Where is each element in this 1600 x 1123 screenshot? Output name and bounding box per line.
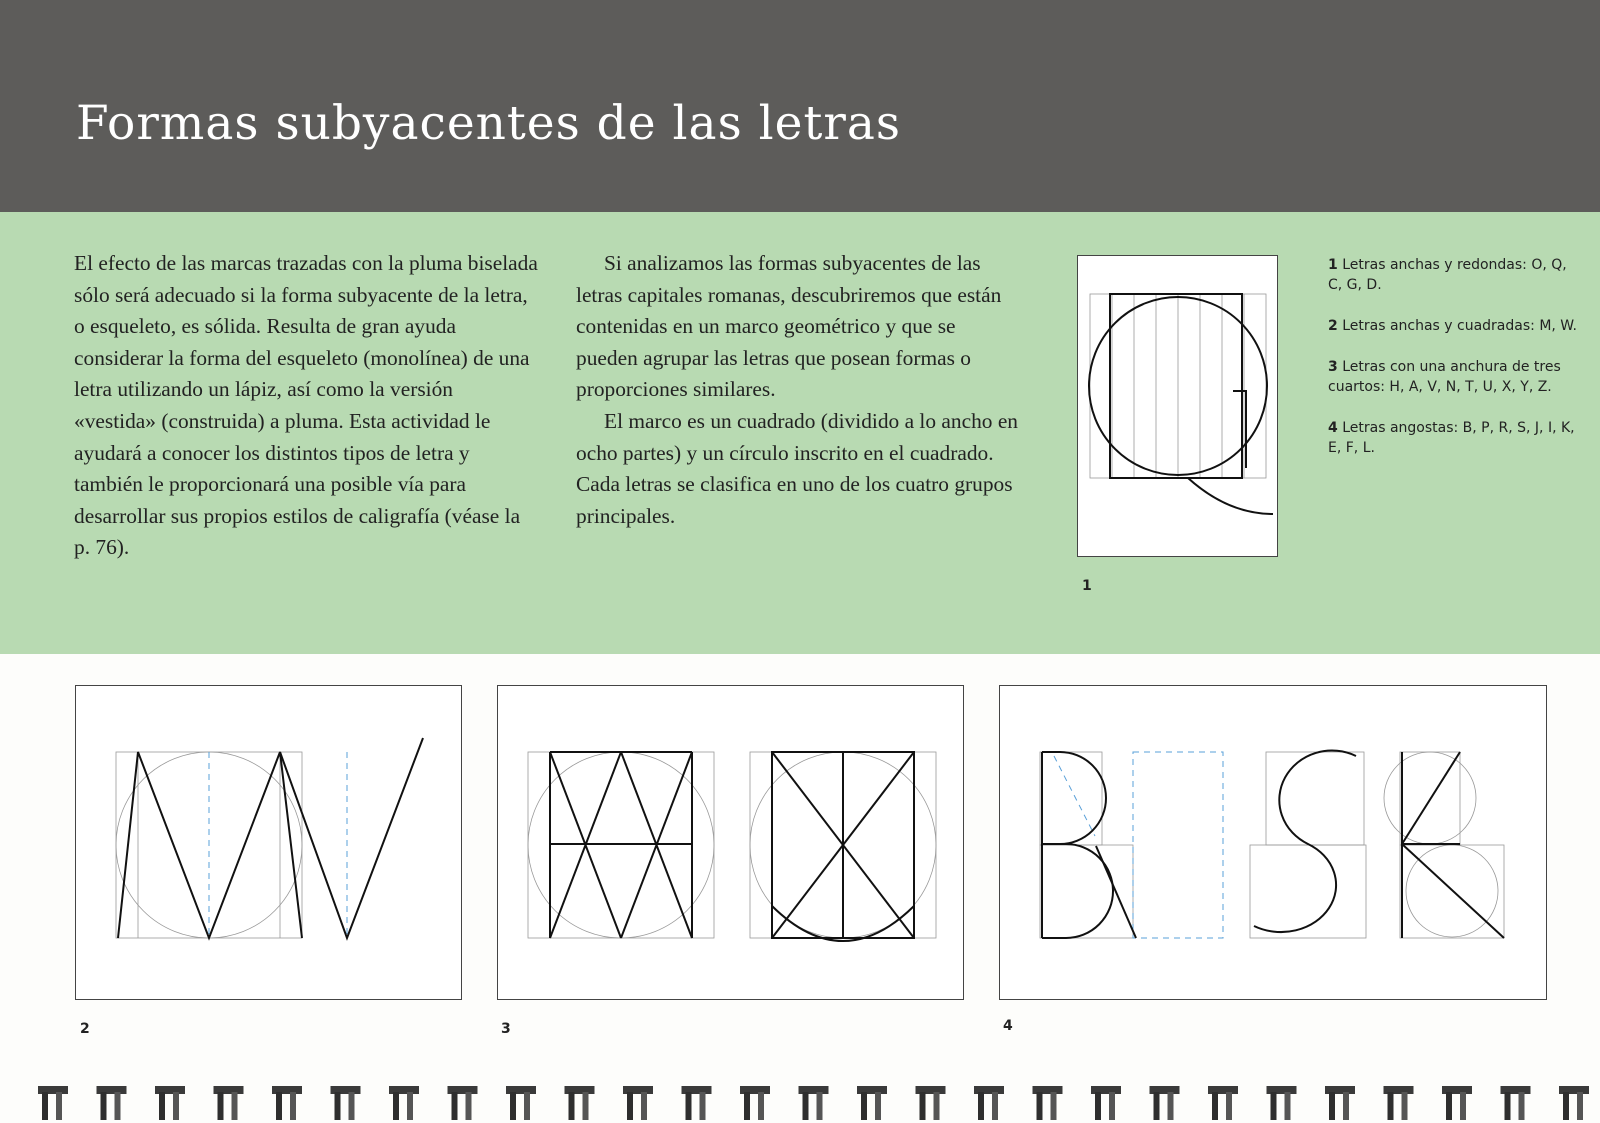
text-column-2 [576, 248, 1020, 532]
spiral-loop [155, 1086, 185, 1120]
spiral-loop [214, 1086, 244, 1120]
caption-text: Letras anchas y cuadradas: M, W. [1342, 318, 1577, 334]
spiral-loop [97, 1086, 127, 1120]
spiral-loop [740, 1086, 770, 1120]
spiral-loop [1208, 1086, 1238, 1120]
spiral-loop [623, 1086, 653, 1120]
spiral-loop [1091, 1086, 1121, 1120]
figure-3-panel [497, 685, 964, 1000]
spiral-loop [1150, 1086, 1180, 1120]
header-band [0, 0, 1600, 212]
figure-2-label: 2 [80, 1021, 90, 1037]
paragraph: Si analizamos las formas subyacentes de las letras capitales romanas, descubriremos que están contenidas en un marco geométrico y que se pueden agrupar las letras que posean formas o proporciones similares. [576, 251, 1002, 402]
spiral-loop [857, 1086, 887, 1120]
spiral-loop [1442, 1086, 1472, 1120]
spiral-binding [0, 1072, 1600, 1123]
spiral-loop [974, 1086, 1004, 1120]
spiral-loop [448, 1086, 478, 1120]
paragraph: El efecto de las marcas trazadas con la pluma biselada sólo será adecuado si la forma subyacente de la letra, o esqueleto, es sólida. Resulta de gran ayuda considerar la forma del esqueleto (monolínea) de una letra utilizando un lápiz, así como la versión «vestida» (construida) a pluma. Esta actividad le ayudará a conocer los distintos tipos de letra y también le proporcionará una posible vía para desarrollar sus propios estilos de caligrafía (véase la p. 76). [74, 251, 538, 560]
figure-4-panel [999, 685, 1547, 1000]
caption-number: 4 [1328, 420, 1338, 436]
spiral-loop [331, 1086, 361, 1120]
spiral-loop [272, 1086, 302, 1120]
figure-3-label: 3 [501, 1021, 511, 1037]
caption-3 [1328, 357, 1578, 397]
caption-text: Letras angostas: B, P, R, S, J, I, K, E, F, L. [1328, 420, 1575, 456]
caption-1 [1328, 255, 1578, 295]
figure-1-label: 1 [1082, 578, 1092, 594]
figure-4-label: 4 [1003, 1018, 1013, 1034]
caption-number: 1 [1328, 257, 1338, 273]
captions [1328, 255, 1578, 479]
spiral-loop [916, 1086, 946, 1120]
spiral-loop [1501, 1086, 1531, 1120]
caption-text: Letras anchas y redondas: O, Q, C, G, D. [1328, 257, 1567, 293]
caption-number: 3 [1328, 359, 1338, 375]
spiral-loop [1559, 1086, 1589, 1120]
text-column-1 [74, 248, 540, 564]
figure-1-panel [1077, 255, 1278, 557]
spiral-loop [38, 1086, 68, 1120]
spiral-loop [389, 1086, 419, 1120]
letter-q-construction-drawing [1078, 256, 1277, 556]
paragraph: El marco es un cuadrado (dividido a lo ancho en ocho partes) y un círculo inscrito en el cuadrado. Cada letras se clasifica en uno de los cuatro grupos principales. [576, 408, 1019, 528]
spiral-loop [799, 1086, 829, 1120]
spiral-loop [1033, 1086, 1063, 1120]
spiral-loop [1384, 1086, 1414, 1120]
caption-2 [1328, 316, 1578, 336]
caption-4 [1328, 418, 1578, 458]
caption-text: Letras con una anchura de tres cuartos: H, A, V, N, T, U, X, Y, Z. [1328, 359, 1561, 395]
spiral-loop [1267, 1086, 1297, 1120]
figure-2-panel [75, 685, 462, 1000]
letters-narrow-construction-drawing [1000, 686, 1546, 999]
caption-number: 2 [1328, 318, 1338, 334]
letters-m-w-construction-drawing [76, 686, 461, 999]
letters-three-quarter-construction-drawing [498, 686, 963, 999]
spiral-loop [682, 1086, 712, 1120]
page-title: Formas subyacentes de las letras [76, 96, 901, 151]
spiral-loop [1325, 1086, 1355, 1120]
spiral-loop [506, 1086, 536, 1120]
spiral-loop [565, 1086, 595, 1120]
